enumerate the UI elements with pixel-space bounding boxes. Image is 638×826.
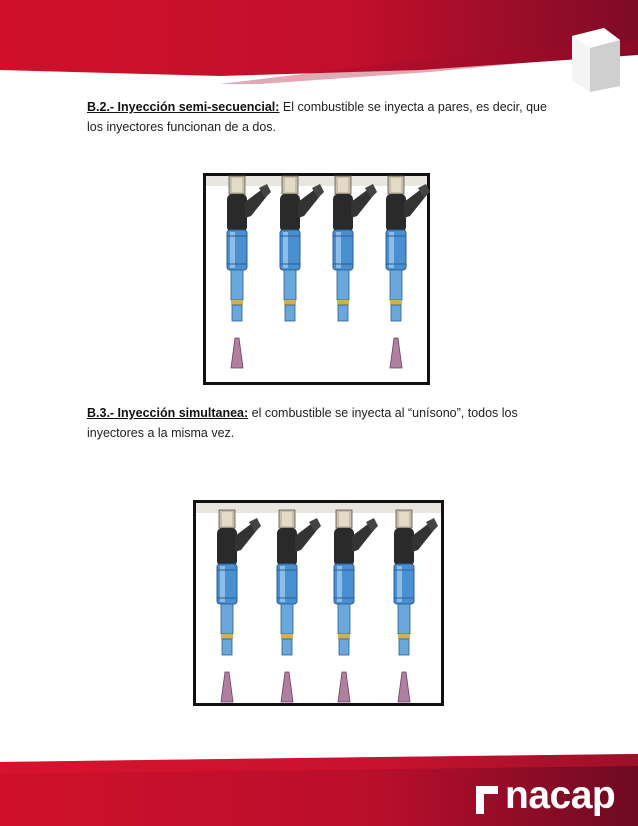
cube-logo-icon	[566, 22, 626, 92]
semi-sequential-injection-figure	[203, 173, 430, 385]
inacap-logo-text: nacap	[505, 774, 616, 817]
inacap-logo-mark-icon	[474, 784, 500, 816]
simultaneous-injection-figure	[193, 500, 444, 706]
section-b3-body: el combustible se inyecta al “unísono”, todos los inyectores a la misma vez.	[87, 406, 518, 440]
section-b3-heading: B.3.- Inyección simultanea:	[87, 406, 249, 420]
header-banner	[0, 0, 638, 84]
section-b2-heading: B.2.- Inyección semi-secuencial:	[87, 100, 280, 114]
section-b2-text	[87, 97, 557, 137]
section-b3-text	[87, 403, 557, 443]
section-b2-body: El combustible se inyecta a pares, es decir, que los inyectores funcionan de a dos.	[87, 100, 547, 134]
